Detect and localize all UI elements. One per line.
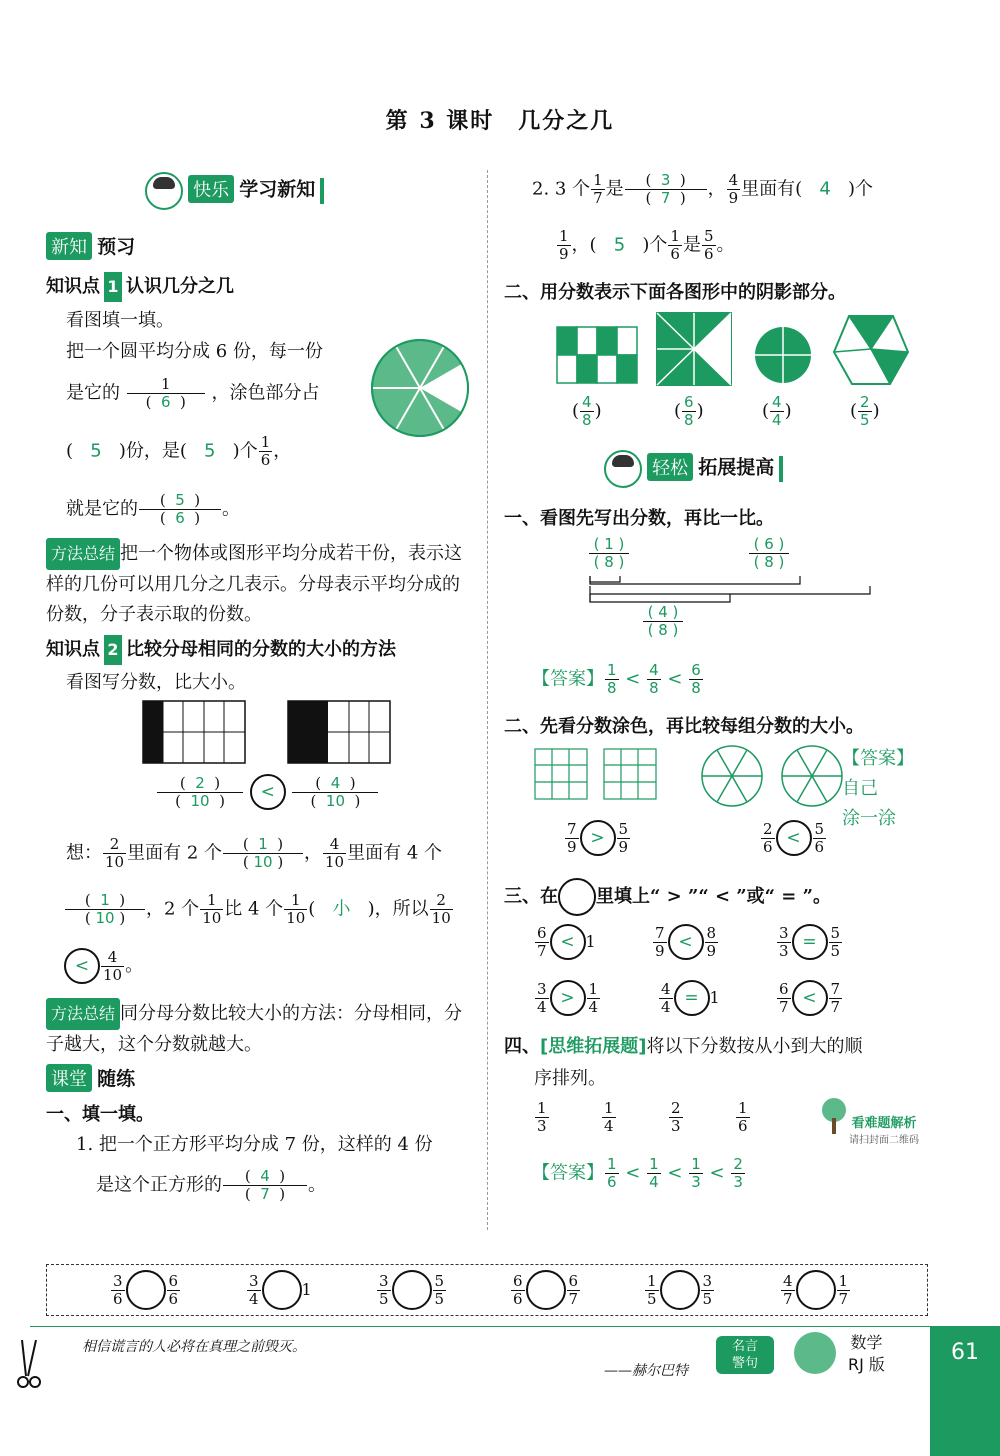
newknow-header [46, 232, 135, 260]
kp2-title: 比较分母相同的分数的大小的方法 [126, 639, 396, 660]
shape-answer-4: ( $\frac{2}{5}$ ) [850, 393, 880, 429]
shape-circle-quarters [752, 326, 814, 384]
r1-title: 一、看图先写出分数，再比一比。 [504, 508, 774, 529]
compare-blank[interactable] [796, 1270, 836, 1310]
compare-blank[interactable] [392, 1270, 432, 1310]
q2-line1: 2. 3 个 $\frac{1}{7}$ 是 $\frac{( 3 )}{( 7 )}$ ， $\frac{4}{9}$ 里面有( 4 )个 [532, 171, 874, 207]
r1-frac-bottom: $\frac{( 4 )}{( 8 )}$ [642, 604, 684, 639]
kp2-heading [46, 635, 396, 665]
fraction: $\frac{( 4 )}{( 10 )}$ [292, 775, 378, 810]
circles-sixths [700, 744, 846, 808]
circle-six-parts [370, 338, 470, 438]
kp2-label: 知识点 [46, 639, 100, 660]
r3-item5: $\frac{4}{4}$ = 1 [661, 979, 720, 1016]
grid-two-tenths [142, 700, 246, 764]
r4-title: 四、[思维拓展题]将以下分数按从小到大的顺 [504, 1036, 863, 1057]
r3-item1: $\frac{6}{7}$ < 1 [537, 923, 596, 960]
tree-icon [820, 1096, 848, 1136]
shape-grid-eighths [556, 326, 638, 384]
segment-bars [586, 574, 878, 604]
r1-frac-top-right: $\frac{( 6 )}{( 8 )}$ [748, 536, 790, 571]
kp1-prompt: 看图填一填。 [66, 310, 174, 331]
kp2-compare [156, 774, 379, 810]
footer-author: ——赫尔巴特 [604, 1363, 688, 1379]
bottom-item-2: $\frac{3}{4}$ 1 [246, 1270, 312, 1310]
newknow-text: 预习 [97, 236, 136, 258]
kp1-number: 1 [104, 272, 122, 302]
header-bar [320, 178, 324, 204]
bottom-item-5: $\frac{1}{5}$ $\frac{3}{5}$ [644, 1270, 715, 1310]
think-line2: $\frac{( 1 )}{( 10 )}$ ，2 个 $\frac{1}{10}$ 比 4 个 $\frac{1}{10}$ ( 小 )，所以 $\frac{2}{10}$ [64, 892, 454, 927]
student-avatar-icon [604, 450, 642, 488]
ex1-title: 一、填一填。 [46, 1104, 154, 1125]
student-avatar-icon [145, 172, 183, 210]
page-number: 61 [930, 1326, 1000, 1456]
compare-blank[interactable] [660, 1270, 700, 1310]
answer: 5 [204, 440, 216, 462]
r2-answer-note: 【答案】 自己 涂一涂 [842, 748, 914, 829]
kp1-label: 知识点 [46, 276, 100, 297]
kp1-line1: 把一个圆平均分成 6 份，每一份 [66, 341, 323, 362]
shape-answer-1: ( $\frac{4}{8}$ ) [572, 393, 602, 429]
r1-frac-top-left: $\frac{( 1 )}{( 8 )}$ [588, 536, 630, 571]
think-line3: < $\frac{4}{10}$ 。 [64, 948, 143, 984]
easy-badge: 轻松 [647, 453, 693, 481]
shape-answer-2: ( $\frac{6}{8}$ ) [674, 393, 704, 429]
shape-pentagon-fifths [832, 314, 910, 386]
grids-ninths [534, 748, 658, 800]
text: ，涂色部分占 [211, 382, 320, 404]
compare-blank[interactable] [126, 1270, 166, 1310]
compare-blank[interactable] [262, 1270, 302, 1310]
bottom-item-4: $\frac{6}{6}$ $\frac{6}{7}$ [510, 1270, 581, 1310]
q2-line2: $\frac{1}{9}$ ，( 5 )个 $\frac{1}{6}$ 是 $\frac{5}{6}$ 。 [559, 227, 735, 263]
class-badge: 课堂 [46, 1064, 92, 1092]
scissors-icon [14, 1340, 44, 1390]
subject-label: 数学 RJ 版 [848, 1333, 885, 1374]
bottom-item-3: $\frac{3}{5}$ $\frac{5}{5}$ [376, 1270, 447, 1310]
header-bar [779, 456, 783, 482]
r4-title-cont: 序排列。 [534, 1068, 606, 1089]
ex1-q1a: 1. 把一个正方形平均分成 7 份，这样的 4 份 [76, 1134, 433, 1155]
think-line1: 想： $\frac{2}{10}$ 里面有 2 个 $\frac{( 1 )}{( 10 )}$ ， $\frac{4}{10}$ 里面有 4 个 [66, 835, 442, 871]
text: 是它的 [66, 382, 120, 404]
method-badge: 方法总结 [46, 998, 120, 1030]
compare-circle: < [250, 774, 286, 810]
r3-item4: $\frac{3}{4}$ > $\frac{1}{4}$ [537, 979, 599, 1016]
kp2-prompt: 看图写分数，比大小。 [66, 672, 246, 693]
fraction: $\frac{1}{6}$ [260, 433, 271, 469]
r3-item2: $\frac{7}{9}$ < $\frac{8}{9}$ [655, 923, 717, 960]
shape-answer-3: ( $\frac{4}{4}$ ) [762, 393, 792, 429]
kp1-line4: 就是它的 $\frac{( 5 )}{( 6 )}$ 。 [66, 491, 240, 527]
sec2-title: 二、用分数表示下面各图形中的阴影部分。 [504, 282, 846, 303]
happy-text: 学习新知 [239, 178, 316, 201]
bottom-item-6: $\frac{4}{7}$ $\frac{1}{7}$ [780, 1270, 851, 1310]
bottom-item-1: $\frac{3}{6}$ $\frac{6}{6}$ [110, 1270, 181, 1310]
fraction: $\frac{1}{( 6 )}$ [127, 376, 205, 411]
kp1-line3: ( 5 )份，是( 5 )个 $\frac{1}{6}$ ， [66, 433, 292, 469]
r4-answer: 【答案】 $\frac{1}{6}$ < $\frac{1}{4}$ < $\frac{1}{3}$ < $\frac{2}{3}$ [532, 1155, 743, 1191]
r2-pair1: $\frac{7}{9}$ > $\frac{5}{9}$ [567, 819, 629, 856]
class-text: 随练 [97, 1068, 136, 1090]
happy-learn-header [145, 172, 324, 210]
qr-hint: 看难题解析 请扫封面二维码 [820, 1096, 920, 1146]
motto-badge: 名言 警句 [716, 1336, 774, 1374]
compare-blank[interactable] [526, 1270, 566, 1310]
r3-item3: $\frac{3}{3}$ = $\frac{5}{5}$ [779, 923, 841, 960]
r1-answer: 【答案】 $\frac{1}{8}$ < $\frac{4}{8}$ < $\frac{6}{8}$ [532, 661, 701, 697]
shape-square-eighths [656, 312, 732, 386]
easy-text: 拓展提高 [698, 456, 775, 479]
method2 [46, 998, 470, 1060]
kp2-number: 2 [104, 635, 122, 665]
kp1-line2 [66, 376, 319, 411]
class-header [46, 1064, 135, 1092]
column-divider [487, 170, 488, 1230]
r2-title: 二、先看分数涂色，再比较每组分数的大小。 [504, 716, 864, 737]
method-text: 同分母分数比较大小的方法：分母相同，分子越大，这个分数就越大。 [46, 1003, 463, 1055]
page-title: 第 3 课时 几分之几 [385, 108, 615, 134]
r2-pair2: $\frac{2}{6}$ < $\frac{5}{6}$ [763, 819, 825, 856]
footer-divider [30, 1326, 930, 1327]
mascot-icon [794, 1332, 836, 1374]
newknow-badge: 新知 [46, 232, 92, 260]
footer-quote: 相信谎言的人必将在真理之前毁灭。 [82, 1339, 306, 1355]
ex1-q1b: 是这个正方形的 $\frac{( 4 )}{( 7 )}$ 。 [96, 1167, 326, 1203]
method1 [46, 538, 470, 630]
fraction: $\frac{( 2 )}{( 10 )}$ [157, 775, 243, 810]
r4-fracs: $\frac{1}{3}$ $\frac{1}{4}$ $\frac{2}{3}$ $\frac{1}{6}$ [537, 1099, 748, 1135]
method-badge: 方法总结 [46, 538, 120, 570]
r3-item6: $\frac{6}{7}$ < $\frac{7}{7}$ [779, 979, 841, 1016]
kp1-title: 认识几分之几 [126, 276, 234, 297]
happy-badge: 快乐 [188, 175, 234, 203]
fraction: $\frac{( 5 )}{( 6 )}$ [139, 492, 221, 527]
method-text: 把一个物体或图形平均分成若干份，表示这样的几份可以用几分之几表示。分母表示平均分成的份数，分子表示取的份数。 [46, 543, 463, 625]
answer: 5 [90, 440, 102, 462]
r3-title: 三、在 里填上“ > ”“ < ”或“ = ”。 [504, 878, 831, 916]
easy-header [604, 450, 783, 488]
kp1-heading [46, 272, 234, 302]
grid-four-tenths [287, 700, 391, 764]
